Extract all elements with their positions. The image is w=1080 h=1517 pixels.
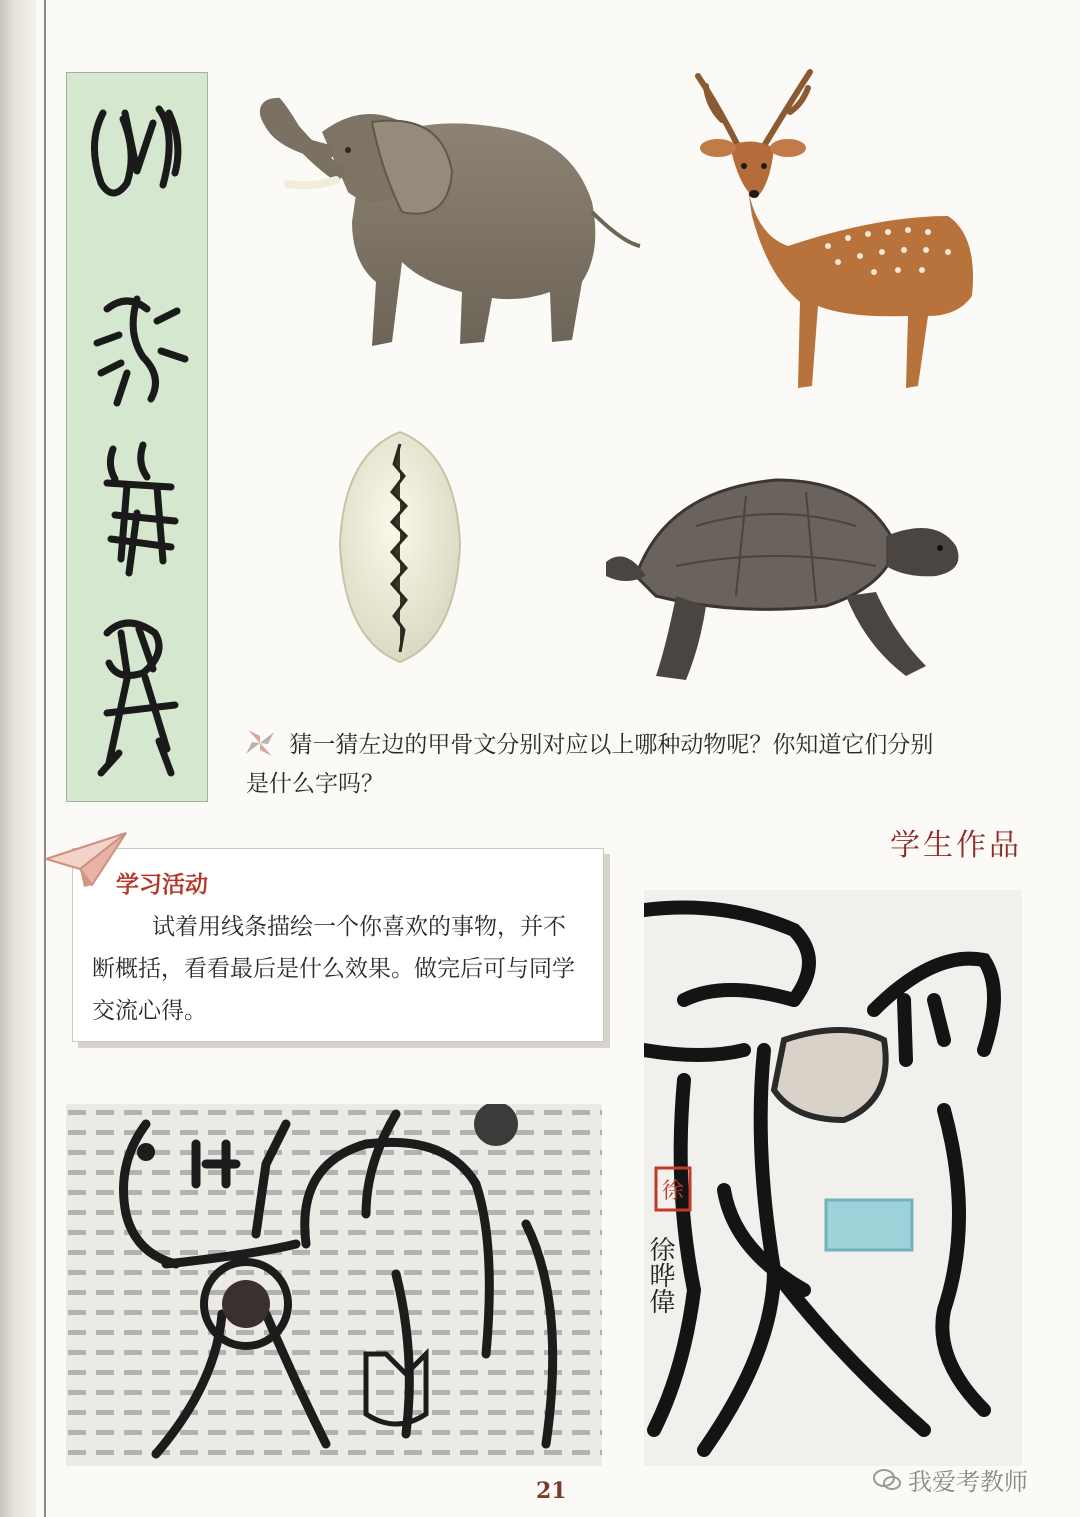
question-line-1 xyxy=(238,728,1028,763)
student-work-title: 学生作品 xyxy=(890,828,1022,863)
watermark xyxy=(872,1462,1028,1497)
watermark-text: 我爱考教师 xyxy=(908,1468,1028,1496)
cowrie-shell-photo xyxy=(336,424,464,668)
activity-title: 学习活动 xyxy=(116,871,208,898)
oracle-glyph-4 xyxy=(101,623,175,773)
oracle-glyph-3 xyxy=(107,445,175,573)
activity-text: 试着用线条描绘一个你喜欢的事物，并不断概括，看看最后是什么效果。做完后可与同学交流心得。 xyxy=(92,914,575,1024)
oracle-bone-panel xyxy=(66,72,208,802)
oracle-glyph-2 xyxy=(97,299,185,403)
oracle-bone-glyphs xyxy=(67,73,207,801)
wechat-icon xyxy=(872,1468,902,1492)
artist-signature: 徐晔偉 xyxy=(645,1236,675,1314)
question-text-line2: 是什么字吗？ xyxy=(246,771,384,797)
student-artwork-right xyxy=(644,890,1022,1466)
oracle-glyph-1 xyxy=(94,109,177,193)
page-number: 21 xyxy=(536,1478,567,1504)
pinwheel-icon xyxy=(238,728,282,758)
student-artwork-left xyxy=(66,1104,602,1466)
spine-line xyxy=(44,0,46,1517)
book-spine xyxy=(0,0,36,1517)
elephant-photo xyxy=(252,92,644,354)
sika-deer-photo xyxy=(678,66,982,398)
question-text-line1: 猜一猜左边的甲骨文分别对应以上哪种动物呢？你知道它们分别 xyxy=(289,732,934,758)
artist-seal: 徐 xyxy=(661,1179,685,1204)
turtle-photo xyxy=(596,466,972,694)
